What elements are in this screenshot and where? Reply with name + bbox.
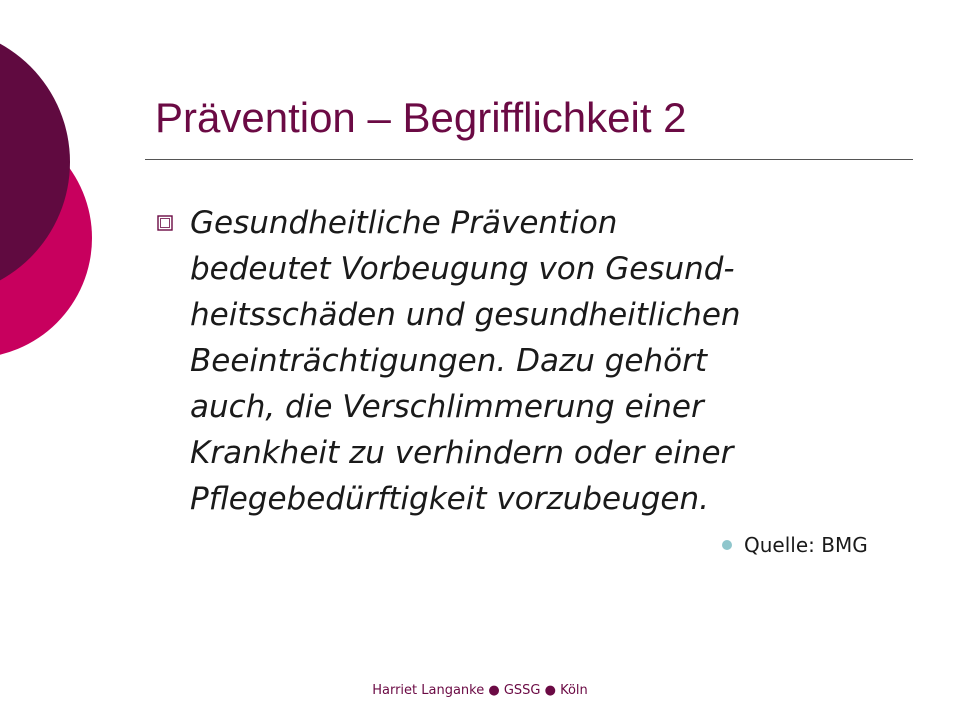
hollow-square-bullet-icon	[155, 213, 175, 233]
source-label: Quelle: BMG	[744, 533, 868, 557]
bullet-line: bedeutet Vorbeugung von Gesund-	[190, 251, 735, 287]
bullet-text	[190, 200, 900, 522]
bullet-line: Pflegebedürftigkeit vorzubeugen.	[190, 481, 709, 517]
bullet-line: Gesundheitliche Prävention	[190, 205, 618, 241]
bullet-line: Krankheit zu verhindern oder einer	[190, 435, 734, 471]
source-note	[722, 530, 868, 560]
bullet-line: Beeinträchtigungen. Dazu gehört	[190, 343, 708, 379]
round-bullet-icon	[722, 540, 732, 550]
title-divider	[145, 159, 913, 160]
bullet-line: heitsschäden und gesundheitlichen	[190, 297, 741, 333]
slide-footer: Harriet Langanke ● GSSG ● Köln	[372, 683, 588, 698]
decorative-circles	[0, 0, 120, 400]
slide-title: Prävention – Begrifflichkeit 2	[155, 94, 687, 141]
bullet-line: auch, die Verschlimmerung einer	[190, 389, 704, 425]
